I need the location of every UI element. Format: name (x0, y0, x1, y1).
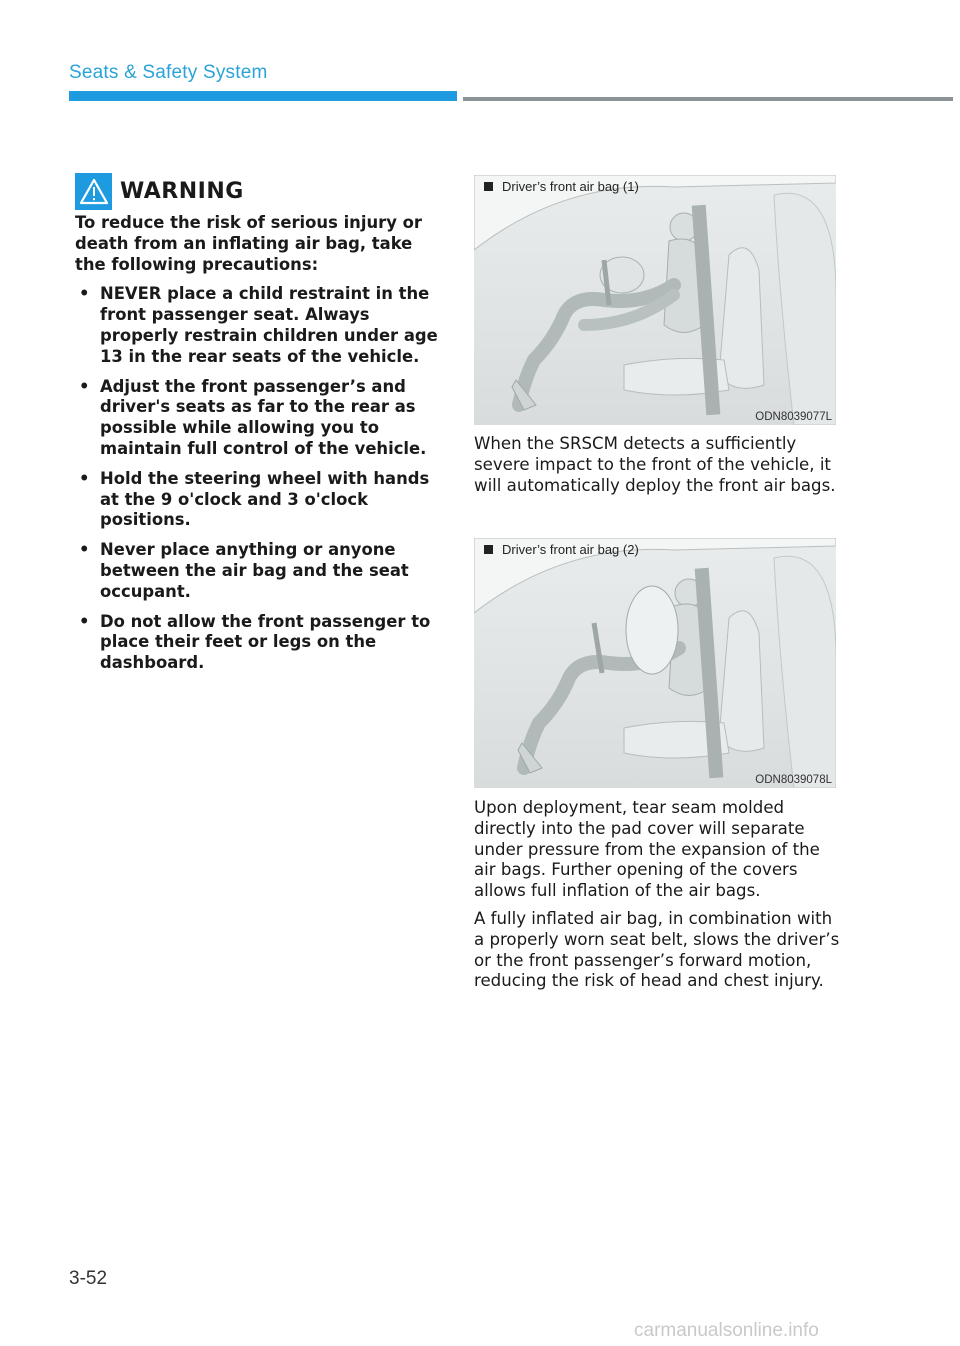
figure-caption-text: Driver’s front air bag (1) (502, 179, 639, 194)
bullet-icon: • (79, 468, 90, 488)
warning-item-text: Adjust the front passenger’s and driver's seats as far to the rear as possible while allowing you to maintain full control of the vehicle. (100, 376, 427, 458)
warning-item (75, 540, 445, 602)
driver-airbag-illustration (474, 175, 836, 425)
driver-airbag-inflated-illustration (474, 538, 836, 788)
paragraph: When the SRSCM detects a sufficiently severe impact to the front of the vehicle, it will automatically deploy the front air bags. (474, 434, 836, 495)
warning-item (75, 377, 445, 460)
watermark: carmanualsonline.info (634, 1320, 819, 1341)
warning-item-text: Never place anything or anyone between the air bag and the seat occupant. (100, 540, 409, 601)
bullet-icon: • (79, 284, 90, 304)
page-number: 3-52 (69, 1268, 108, 1289)
bullet-icon: • (79, 376, 90, 396)
figure-code: ODN8039078L (755, 774, 832, 786)
paragraph: A fully inflated air bag, in combination with a properly worn seat belt, slows the driver’s or the front passenger’s forward motion, reducing the risk of head and chest injury. (474, 909, 840, 991)
figure-code: ODN8039077L (755, 411, 832, 423)
warning-title: WARNING (120, 179, 244, 204)
figure-caption (484, 179, 639, 194)
warning-intro: To reduce the risk of serious injury or death from an inflating air bag, take the following precautions: (75, 213, 422, 274)
figure-caption-text: Driver’s front air bag (2) (502, 542, 639, 557)
warning-item (75, 469, 445, 531)
warning-triangle-icon (75, 173, 112, 210)
bullet-icon: • (79, 611, 90, 631)
square-bullet-icon (484, 545, 493, 554)
warning-item-text: Do not allow the front passenger to place their feet or legs on the dashboard. (100, 611, 431, 673)
warning-item (75, 612, 445, 674)
warning-item-text: NEVER place a child restraint in the front passenger seat. Always properly restrain children under age 13 in the rear seats of the vehicle. (100, 284, 438, 366)
figure-airbag-2 (474, 538, 836, 788)
section-title: Seats & Safety System (69, 62, 268, 83)
warning-body (75, 213, 445, 683)
warning-header (75, 173, 244, 210)
warning-list (75, 284, 445, 674)
warning-item-text: Hold the steering wheel with hands at the 9 o'clock and 3 o'clock positions. (100, 468, 430, 530)
figure-caption (484, 542, 639, 557)
bullet-icon: • (79, 540, 90, 560)
warning-item (75, 284, 445, 367)
figure-airbag-1 (474, 175, 836, 425)
header-rule-accent (69, 91, 457, 101)
square-bullet-icon (484, 182, 493, 191)
header-rule-gray (463, 97, 953, 101)
paragraph: Upon deployment, tear seam molded directly into the pad cover will separate under pressure from the expansion of the air bags. Further opening of the covers allows full inflation of the air bags. (474, 798, 820, 901)
